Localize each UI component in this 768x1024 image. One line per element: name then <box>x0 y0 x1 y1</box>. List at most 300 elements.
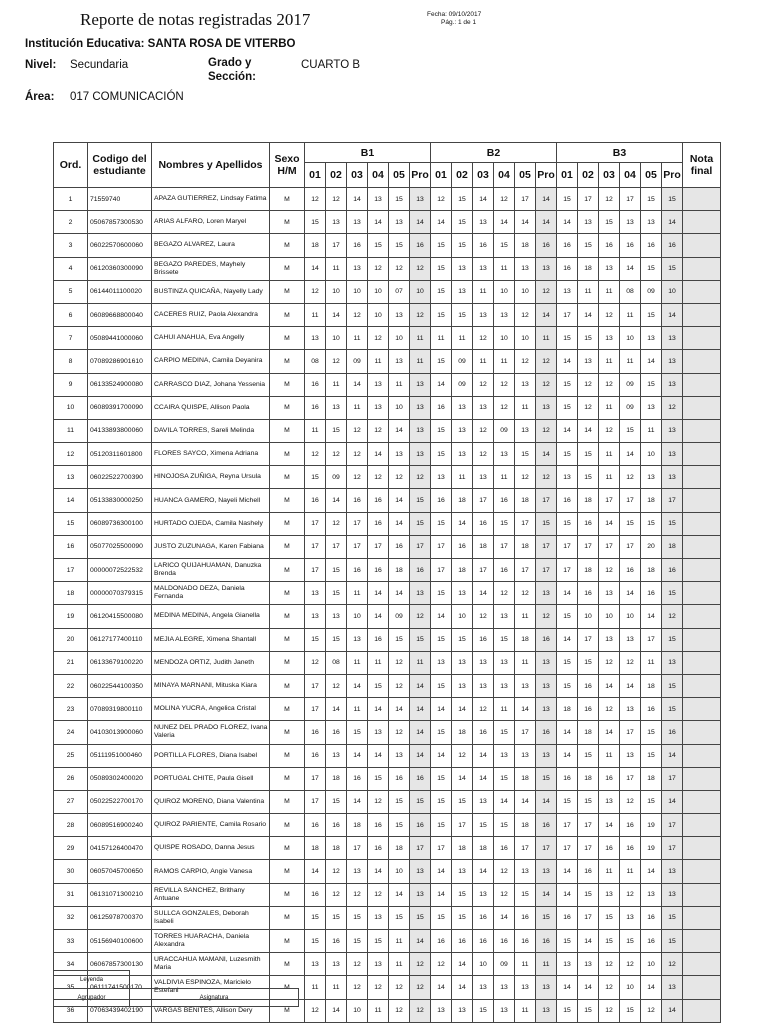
row-grade: 11 <box>599 860 620 883</box>
row-grade: 15 <box>557 443 578 466</box>
row-pro-grade: 15 <box>536 906 557 929</box>
row-grade: 18 <box>557 698 578 721</box>
row-name: QUISPE ROSADO, Danna Jesus <box>152 837 270 860</box>
row-grade: 14 <box>305 257 326 280</box>
row-pro-grade: 13 <box>662 883 683 906</box>
row-pro-grade: 12 <box>536 605 557 628</box>
row-grade: 15 <box>431 790 452 813</box>
row-pro-grade: 12 <box>410 466 431 489</box>
row-grade: 15 <box>578 999 599 1022</box>
row-grade: 15 <box>578 327 599 350</box>
row-grade: 18 <box>452 559 473 582</box>
row-grade: 12 <box>473 443 494 466</box>
row-grade: 16 <box>431 396 452 419</box>
row-grade: 14 <box>368 860 389 883</box>
row-grade: 13 <box>599 883 620 906</box>
row-name: ARIAS ALFARO, Loren Maryel <box>152 211 270 234</box>
row-pro-grade: 12 <box>410 999 431 1022</box>
table-row <box>54 605 721 628</box>
row-grade: 11 <box>578 280 599 303</box>
row-grade: 11 <box>473 280 494 303</box>
row-pro-grade: 15 <box>536 512 557 535</box>
row-grade: 16 <box>641 930 662 953</box>
row-grade: 15 <box>431 443 452 466</box>
row-code: 06067857300130 <box>88 953 152 976</box>
row-code: 05022522700170 <box>88 790 152 813</box>
row-name: LARICO QUIJAHUAMAN, Danuzka Brenda <box>152 559 270 582</box>
row-grade: 14 <box>389 582 410 605</box>
row-grade: 15 <box>431 280 452 303</box>
legend-agrupador: Agrupador <box>54 989 130 1007</box>
row-grade: 15 <box>368 930 389 953</box>
row-grade: 17 <box>557 535 578 558</box>
row-final-grade <box>683 443 721 466</box>
row-sex: M <box>270 234 305 257</box>
table-row <box>54 837 721 860</box>
row-grade: 15 <box>305 628 326 651</box>
grado-label-line2: Sección: <box>208 71 256 83</box>
row-final-grade <box>683 535 721 558</box>
row-ord: 28 <box>54 814 88 837</box>
row-grade: 16 <box>368 512 389 535</box>
row-grade: 18 <box>578 721 599 744</box>
row-pro-grade: 14 <box>536 303 557 326</box>
row-pro-grade: 11 <box>410 350 431 373</box>
row-grade: 13 <box>515 373 536 396</box>
row-sex: M <box>270 535 305 558</box>
row-grade: 12 <box>326 443 347 466</box>
row-ord: 29 <box>54 837 88 860</box>
row-grade: 11 <box>494 698 515 721</box>
row-grade: 13 <box>599 327 620 350</box>
row-grade: 15 <box>494 512 515 535</box>
row-sex: M <box>270 605 305 628</box>
row-code: 06057045700650 <box>88 860 152 883</box>
row-grade: 15 <box>305 906 326 929</box>
print-date-info <box>427 11 481 27</box>
row-grade: 16 <box>494 930 515 953</box>
row-grade: 14 <box>326 489 347 512</box>
table-row <box>54 628 721 651</box>
row-grade: 16 <box>305 744 326 767</box>
row-ord: 33 <box>54 930 88 953</box>
row-grade: 13 <box>452 674 473 697</box>
row-grade: 16 <box>452 535 473 558</box>
row-grade: 13 <box>515 976 536 999</box>
row-final-grade <box>683 419 721 442</box>
row-grade: 13 <box>515 419 536 442</box>
sub-col-header: 04 <box>494 163 515 188</box>
row-pro-grade: 15 <box>662 906 683 929</box>
row-grade: 16 <box>389 535 410 558</box>
row-sex: M <box>270 744 305 767</box>
row-final-grade <box>683 837 721 860</box>
row-grade: 16 <box>557 489 578 512</box>
row-grade: 16 <box>473 512 494 535</box>
row-grade: 15 <box>431 721 452 744</box>
row-pro-grade: 14 <box>662 303 683 326</box>
row-pro-grade: 11 <box>410 651 431 674</box>
row-grade: 11 <box>389 930 410 953</box>
row-grade: 18 <box>515 628 536 651</box>
row-pro-grade: 17 <box>662 489 683 512</box>
row-grade: 12 <box>347 419 368 442</box>
row-grade: 14 <box>620 582 641 605</box>
table-row <box>54 814 721 837</box>
row-pro-grade: 15 <box>662 930 683 953</box>
row-grade: 14 <box>557 860 578 883</box>
row-grade: 18 <box>452 489 473 512</box>
row-grade: 15 <box>557 999 578 1022</box>
table-row <box>54 559 721 582</box>
row-grade: 16 <box>326 721 347 744</box>
row-grade: 12 <box>599 953 620 976</box>
row-grade: 15 <box>326 582 347 605</box>
row-grade: 14 <box>368 443 389 466</box>
row-code: 06022570600060 <box>88 234 152 257</box>
row-grade: 14 <box>557 628 578 651</box>
row-sex: M <box>270 814 305 837</box>
row-grade: 10 <box>515 280 536 303</box>
row-grade: 11 <box>326 373 347 396</box>
table-row <box>54 790 721 813</box>
row-grade: 12 <box>599 999 620 1022</box>
row-name: BEGAZO PAREDES, Mayhely Brissete <box>152 257 270 280</box>
row-code: 05133830000250 <box>88 489 152 512</box>
row-pro-grade: 13 <box>536 674 557 697</box>
row-grade: 12 <box>515 582 536 605</box>
row-grade: 13 <box>641 883 662 906</box>
row-grade: 16 <box>641 906 662 929</box>
row-grade: 14 <box>326 999 347 1022</box>
row-ord: 2 <box>54 211 88 234</box>
institution-label: Institución Educativa: SANTA ROSA DE VITERBO <box>25 38 296 50</box>
row-ord: 12 <box>54 443 88 466</box>
row-grade: 15 <box>368 234 389 257</box>
row-pro-grade: 14 <box>536 790 557 813</box>
row-grade: 11 <box>347 582 368 605</box>
row-grade: 12 <box>305 280 326 303</box>
row-final-grade <box>683 651 721 674</box>
row-grade: 13 <box>599 582 620 605</box>
report-title: Reporte de notas registradas 2017 <box>80 10 311 29</box>
row-grade: 13 <box>389 211 410 234</box>
row-grade: 15 <box>389 188 410 211</box>
row-grade: 13 <box>473 674 494 697</box>
row-grade: 15 <box>431 234 452 257</box>
row-grade: 16 <box>452 930 473 953</box>
row-grade: 13 <box>389 744 410 767</box>
row-grade: 16 <box>347 489 368 512</box>
row-pro-grade: 16 <box>662 721 683 744</box>
row-grade: 13 <box>620 628 641 651</box>
row-name: CAHUI ANAHUA, Eva Angelly <box>152 327 270 350</box>
row-code: 04133893800060 <box>88 419 152 442</box>
row-grade: 12 <box>326 674 347 697</box>
row-final-grade <box>683 489 721 512</box>
row-name: QUIROZ MORENO, Diana Valentina <box>152 790 270 813</box>
row-grade: 17 <box>452 814 473 837</box>
row-pro-grade: 13 <box>536 999 557 1022</box>
row-ord: 5 <box>54 280 88 303</box>
sub-col-header: 02 <box>326 163 347 188</box>
row-grade: 13 <box>368 188 389 211</box>
row-pro-grade: 17 <box>410 535 431 558</box>
row-grade: 12 <box>599 373 620 396</box>
row-final-grade <box>683 790 721 813</box>
row-grade: 17 <box>347 837 368 860</box>
row-grade: 12 <box>620 790 641 813</box>
row-ord: 34 <box>54 953 88 976</box>
row-grade: 12 <box>326 512 347 535</box>
row-grade: 12 <box>515 466 536 489</box>
row-grade: 16 <box>368 837 389 860</box>
sub-col-header: 04 <box>368 163 389 188</box>
row-grade: 14 <box>641 976 662 999</box>
row-grade: 15 <box>599 211 620 234</box>
row-final-grade <box>683 559 721 582</box>
row-sex: M <box>270 698 305 721</box>
row-grade: 10 <box>620 605 641 628</box>
row-grade: 17 <box>347 535 368 558</box>
row-grade: 15 <box>431 350 452 373</box>
row-grade: 14 <box>389 883 410 906</box>
row-grade: 13 <box>515 860 536 883</box>
row-ord: 35 <box>54 976 88 999</box>
row-grade: 14 <box>557 211 578 234</box>
row-grade: 15 <box>452 883 473 906</box>
row-name: CACERES RUIZ, Paola Alexandra <box>152 303 270 326</box>
row-grade: 13 <box>305 327 326 350</box>
row-grade: 13 <box>347 211 368 234</box>
row-grade: 15 <box>452 234 473 257</box>
row-name: CARRASCO DIAZ, Johana Yessenia <box>152 373 270 396</box>
table-row <box>54 373 721 396</box>
row-grade: 12 <box>599 976 620 999</box>
table-row <box>54 651 721 674</box>
row-sex: M <box>270 628 305 651</box>
row-grade: 12 <box>368 790 389 813</box>
row-grade: 18 <box>578 257 599 280</box>
sub-col-header: 03 <box>599 163 620 188</box>
row-pro-grade: 15 <box>536 767 557 790</box>
row-grade: 11 <box>599 396 620 419</box>
row-grade: 14 <box>389 698 410 721</box>
row-grade: 13 <box>641 327 662 350</box>
row-grade: 13 <box>431 466 452 489</box>
row-code: 06022522700390 <box>88 466 152 489</box>
row-grade: 14 <box>620 257 641 280</box>
row-pro-grade: 14 <box>662 999 683 1022</box>
row-ord: 9 <box>54 373 88 396</box>
row-grade: 12 <box>620 466 641 489</box>
row-ord: 36 <box>54 999 88 1022</box>
row-grade: 13 <box>515 674 536 697</box>
row-grade: 11 <box>515 999 536 1022</box>
row-code: 05111951000460 <box>88 744 152 767</box>
row-grade: 14 <box>452 953 473 976</box>
row-grade: 11 <box>347 651 368 674</box>
row-pro-grade: 17 <box>410 837 431 860</box>
row-grade: 14 <box>431 860 452 883</box>
row-grade: 13 <box>452 257 473 280</box>
row-grade: 14 <box>368 211 389 234</box>
row-grade: 12 <box>641 999 662 1022</box>
row-grade: 13 <box>473 976 494 999</box>
row-name: FLORES SAYCO, Ximena Adriana <box>152 443 270 466</box>
row-grade: 10 <box>641 443 662 466</box>
row-grade: 12 <box>431 953 452 976</box>
row-grade: 12 <box>473 605 494 628</box>
row-grade: 15 <box>578 790 599 813</box>
row-grade: 13 <box>557 280 578 303</box>
row-grade: 09 <box>389 605 410 628</box>
row-grade: 16 <box>494 559 515 582</box>
row-ord: 17 <box>54 559 88 582</box>
row-grade: 13 <box>620 211 641 234</box>
row-grade: 13 <box>452 443 473 466</box>
row-sex: M <box>270 837 305 860</box>
row-sex: M <box>270 303 305 326</box>
row-grade: 14 <box>494 790 515 813</box>
row-final-grade <box>683 767 721 790</box>
row-grade: 14 <box>578 930 599 953</box>
row-grade: 15 <box>389 790 410 813</box>
row-grade: 14 <box>305 860 326 883</box>
table-row <box>54 396 721 419</box>
nivel-value: Secundaria <box>70 59 129 71</box>
row-grade: 13 <box>620 698 641 721</box>
row-grade: 12 <box>347 443 368 466</box>
row-grade: 15 <box>368 674 389 697</box>
row-grade: 17 <box>578 906 599 929</box>
col-ord-header: Ord. <box>54 143 88 188</box>
row-grade: 12 <box>473 327 494 350</box>
row-grade: 14 <box>557 883 578 906</box>
row-grade: 10 <box>620 976 641 999</box>
row-name: MENDOZA ORTIZ, Judith Janeth <box>152 651 270 674</box>
row-code: 06125978700370 <box>88 906 152 929</box>
row-grade: 16 <box>305 883 326 906</box>
row-pro-grade: 13 <box>662 373 683 396</box>
row-grade: 15 <box>389 814 410 837</box>
row-grade: 16 <box>473 906 494 929</box>
row-code: 06120415500080 <box>88 605 152 628</box>
row-grade: 16 <box>368 559 389 582</box>
row-final-grade <box>683 466 721 489</box>
row-final-grade <box>683 744 721 767</box>
row-grade: 15 <box>347 721 368 744</box>
row-grade: 11 <box>599 443 620 466</box>
row-grade: 15 <box>620 930 641 953</box>
row-grade: 13 <box>368 373 389 396</box>
table-row <box>54 767 721 790</box>
row-final-grade <box>683 257 721 280</box>
row-grade: 13 <box>473 651 494 674</box>
row-grade: 09 <box>326 466 347 489</box>
row-grade: 18 <box>641 559 662 582</box>
row-grade: 15 <box>578 466 599 489</box>
row-ord: 3 <box>54 234 88 257</box>
row-pro-grade: 14 <box>662 790 683 813</box>
legend-asignatura: Asignatura <box>130 989 299 1007</box>
row-grade: 12 <box>473 373 494 396</box>
row-grade: 16 <box>305 489 326 512</box>
row-pro-grade: 16 <box>410 767 431 790</box>
row-grade: 15 <box>347 906 368 929</box>
row-grade: 13 <box>494 999 515 1022</box>
row-final-grade <box>683 280 721 303</box>
row-grade: 15 <box>326 419 347 442</box>
row-grade: 18 <box>578 489 599 512</box>
row-name: MEDINA MEDINA, Angela Gianella <box>152 605 270 628</box>
grado-value: CUARTO B <box>301 59 361 71</box>
row-pro-grade: 15 <box>410 628 431 651</box>
row-code: 05089441000060 <box>88 327 152 350</box>
row-grade: 10 <box>599 605 620 628</box>
row-code: 06127177400110 <box>88 628 152 651</box>
row-sex: M <box>270 350 305 373</box>
row-grade: 16 <box>557 257 578 280</box>
row-grade: 16 <box>368 489 389 512</box>
row-grade: 14 <box>431 373 452 396</box>
row-grade: 18 <box>515 767 536 790</box>
row-grade: 11 <box>515 953 536 976</box>
row-grade: 15 <box>641 188 662 211</box>
row-grade: 09 <box>452 373 473 396</box>
row-grade: 11 <box>494 466 515 489</box>
row-grade: 13 <box>641 396 662 419</box>
row-name: JUSTO ZUZUNAGA, Karen Fabiana <box>152 535 270 558</box>
row-grade: 17 <box>599 489 620 512</box>
row-grade: 17 <box>515 188 536 211</box>
row-grade: 12 <box>305 188 326 211</box>
row-grade: 14 <box>368 698 389 721</box>
row-ord: 31 <box>54 883 88 906</box>
row-grade: 13 <box>326 953 347 976</box>
row-final-grade <box>683 188 721 211</box>
row-name: VARGAS BENITES, Allison Dery <box>152 999 270 1022</box>
row-grade: 10 <box>620 327 641 350</box>
legend-title: Leyenda <box>54 971 130 989</box>
row-pro-grade: 13 <box>536 698 557 721</box>
row-name: PORTILLA FLORES, Diana Isabel <box>152 744 270 767</box>
row-grade: 16 <box>473 628 494 651</box>
row-code: 05120311601800 <box>88 443 152 466</box>
row-grade: 15 <box>326 628 347 651</box>
row-grade: 15 <box>389 906 410 929</box>
row-sex: M <box>270 674 305 697</box>
row-name: RAMOS CARPIO, Angie Vanesa <box>152 860 270 883</box>
row-grade: 14 <box>599 512 620 535</box>
table-row <box>54 512 721 535</box>
grades-body <box>54 188 721 1023</box>
row-grade: 09 <box>620 373 641 396</box>
row-grade: 16 <box>368 814 389 837</box>
row-grade: 15 <box>494 721 515 744</box>
row-grade: 12 <box>494 373 515 396</box>
row-pro-grade: 13 <box>662 860 683 883</box>
row-grade: 20 <box>641 535 662 558</box>
row-grade: 18 <box>389 559 410 582</box>
table-row <box>54 303 721 326</box>
row-grade: 14 <box>431 976 452 999</box>
row-grade: 13 <box>389 303 410 326</box>
row-grade: 16 <box>305 373 326 396</box>
row-code: 06144011100020 <box>88 280 152 303</box>
col-codigo-header: Codigo del estudiante <box>88 143 152 188</box>
row-grade: 15 <box>557 674 578 697</box>
